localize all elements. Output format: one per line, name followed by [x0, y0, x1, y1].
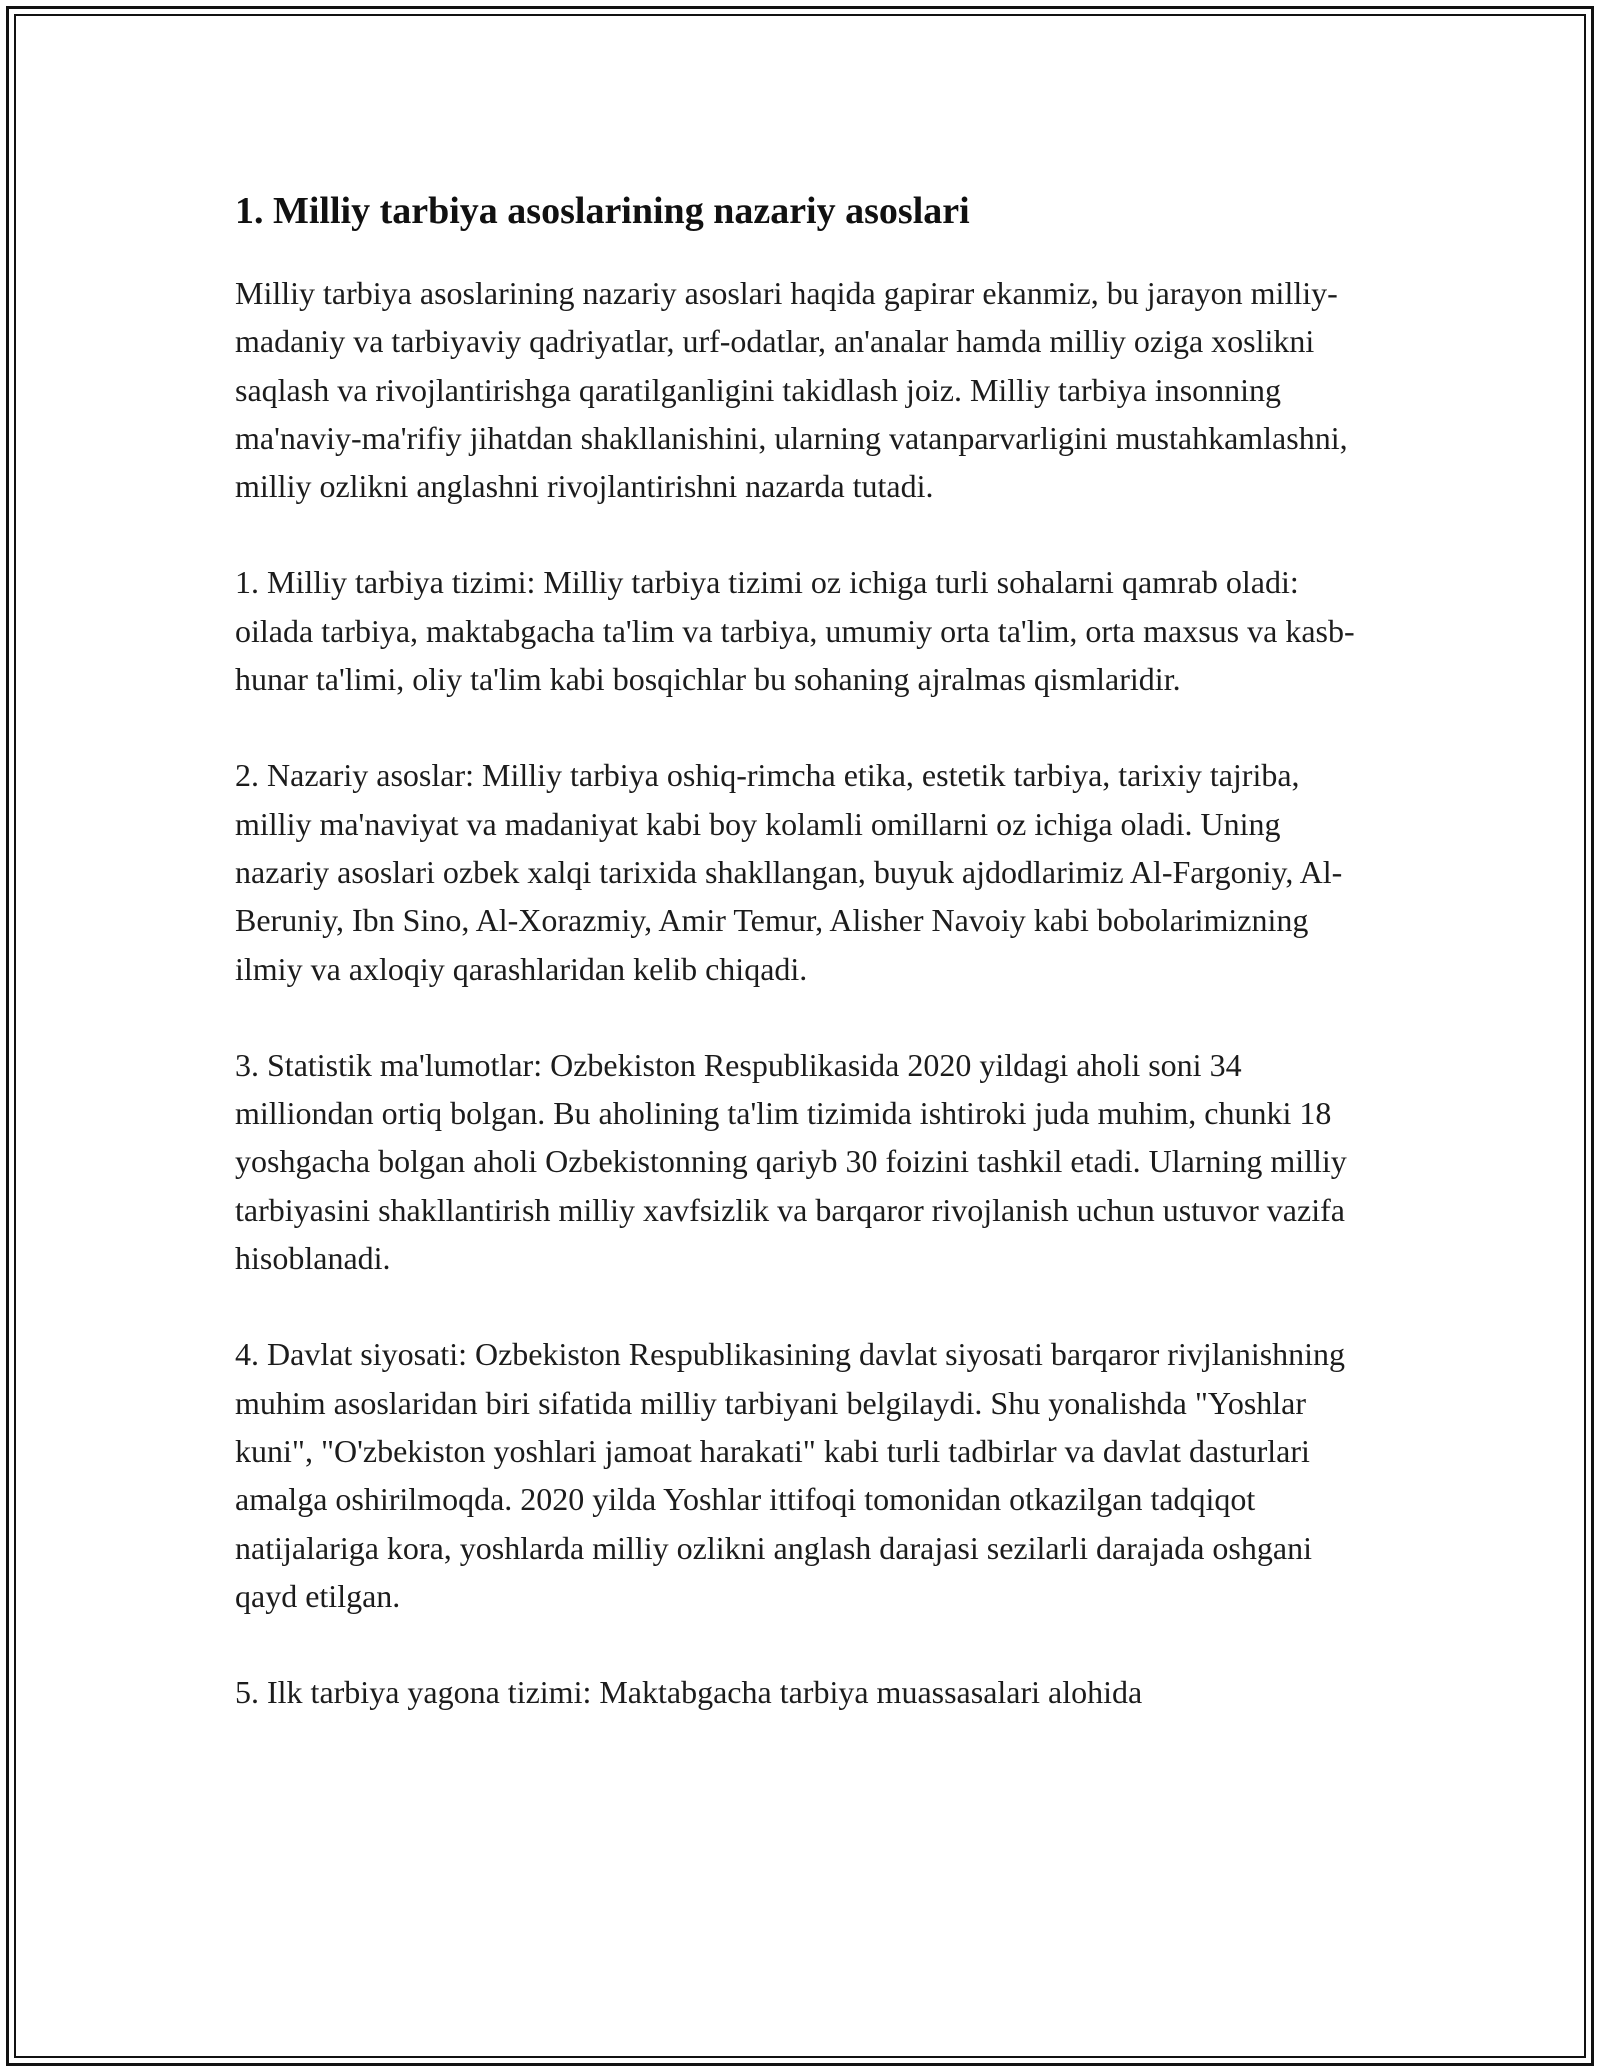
- intro-paragraph: Milliy tarbiya asoslarining nazariy asoslari haqida gapirar ekanmiz, bu jarayon milliy-madaniy va tarbiyaviy qadriyatlar, urf-odatlar, an'analar hamda milliy oziga xoslikni saqlash va rivojlantirishga qaratilganligini takidlash joiz. Milliy tarbiya insonning ma'naviy-ma'rifiy jihatdan shakllanishini, ularning vatanparvarligini mustahkamlashni, milliy ozlikni anglashni rivojlantirishni nazarda tutadi.: [235, 275, 1348, 505]
- paragraph-ilk-tarbiya: 5. Ilk tarbiya yagona tizimi: Maktabgacha tarbiya muassasalari alohida: [235, 1674, 1143, 1711]
- paragraph-nazariy-asoslar: 2. Nazariy asoslar: Milliy tarbiya oshiq-rimcha etika, estetik tarbiya, tarixiy tajriba, milliy ma'naviyat va madaniyat kabi boy kolamli omillarni oz ichiga oladi. Uning nazariy asoslari ozbek xalqi tarixida shakllangan, buyuk ajdodlarimiz Al-Fargoniy, Al-Beruniy, Ibn Sino, Al-Xorazmiy, Amir Temur, Alisher Navoiy kabi bobolarimizning ilmiy va axloqiy qarashlaridan kelib chiqadi.: [235, 757, 1343, 987]
- paragraph-davlat-siyosati: 4. Davlat siyosati: Ozbekiston Respublikasining davlat siyosati barqaror rivjlanishning muhim asoslaridan biri sifatida milliy tarbiyani belgilaydi. Shu yonalishda "Yoshlar kuni", "O'zbekiston yoshlari jamoat harakati" kabi turli tadbirlar va davlat dasturlari amalga oshirilmoqda. 2020 yilda Yoshlar ittifoqi tomonidan otkazilgan tadqiqot natijalariga kora, yoshlarda milliy ozlikni anglash darajasi sezilarli darajada oshgani qayd etilgan.: [235, 1336, 1346, 1614]
- document-body: [235, 185, 1375, 1764]
- paragraph-statistik-malumotlar: 3. Statistik ma'lumotlar: Ozbekiston Respublikasida 2020 yildagi aholi soni 34 milliondan ortiq bolgan. Bu aholining ta'lim tizimida ishtiroki juda muhim, chunki 18 yoshgacha bolgan aholi Ozbekistonning qariyb 30 foizini tashkil etadi. Ularning milliy tarbiyasini shakllantirish milliy xavfsizlik va barqaror rivojlanish uchun ustuvor vazifa hisoblanadi.: [235, 1046, 1347, 1277]
- section-heading: 1. Milliy tarbiya asoslarining nazariy asoslari: [235, 190, 970, 232]
- paragraph-tarbiya-tizimi: 1. Milliy tarbiya tizimi: Milliy tarbiya tizimi oz ichiga turli sohalarni qamrab oladi: oilada tarbiya, maktabgacha ta'lim va tarbiya, umumiy orta ta'lim, orta maxsus va kasb-hunar ta'limi, oliy ta'lim kabi bosqichlar bu sohaning ajralmas qismlaridir.: [235, 564, 1355, 698]
